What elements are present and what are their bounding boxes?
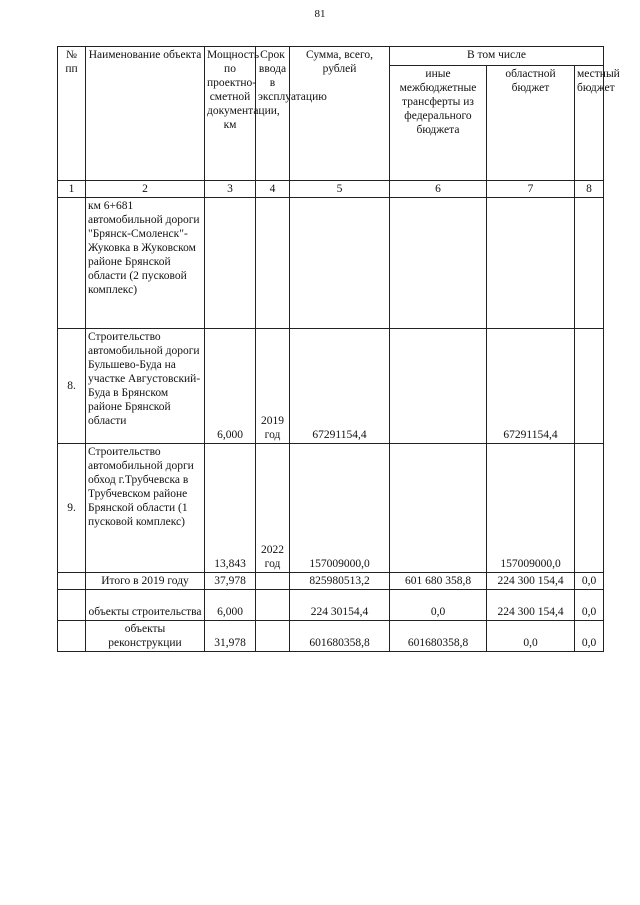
column-number: 4 <box>256 181 290 198</box>
header-name: Наименование объекта <box>86 47 205 181</box>
table-row <box>58 444 604 573</box>
row-number: 8. <box>58 329 86 444</box>
total-cell: 157009000,0 <box>290 444 390 573</box>
capacity-cell <box>205 198 256 329</box>
header-local: местный бюджет <box>575 66 604 181</box>
column-number: 8 <box>575 181 604 198</box>
subtotal-row <box>58 590 604 621</box>
federal-cell <box>390 198 487 329</box>
local-cell <box>575 198 604 329</box>
subtotal-label: объекты строительства <box>86 590 205 621</box>
regional-cell: 157009000,0 <box>487 444 575 573</box>
local-cell: 0,0 <box>575 621 604 652</box>
header-including: В том числе <box>390 47 604 66</box>
term-cell: 2022 год <box>256 444 290 573</box>
total-cell <box>290 198 390 329</box>
budget-table <box>57 46 620 652</box>
local-cell <box>575 444 604 573</box>
term-cell <box>256 198 290 329</box>
subtotal-label: объекты реконструкции <box>86 621 205 652</box>
table-row <box>58 198 604 329</box>
object-name: км 6+681 автомобильной дороги "Брянск-Смоленск"-Жуковка в Жуковском районе Брянской области (2 пусковой комплекс) <box>86 198 205 329</box>
capacity-cell: 6,000 <box>205 329 256 444</box>
total-row <box>58 573 604 590</box>
local-cell: 0,0 <box>575 573 604 590</box>
header-regional: областной бюджет <box>487 66 575 181</box>
capacity-cell: 13,843 <box>205 444 256 573</box>
total-cell: 601680358,8 <box>290 621 390 652</box>
column-number: 7 <box>487 181 575 198</box>
capacity-cell: 31,978 <box>205 621 256 652</box>
table-row <box>58 329 604 444</box>
regional-cell: 224 300 154,4 <box>487 590 575 621</box>
local-cell: 0,0 <box>575 590 604 621</box>
total-cell: 224 30154,4 <box>290 590 390 621</box>
header-row-1 <box>58 47 604 66</box>
federal-cell: 601 680 358,8 <box>390 573 487 590</box>
header-no: № пп <box>58 47 86 181</box>
federal-cell <box>390 444 487 573</box>
total-label: Итого в 2019 году <box>86 573 205 590</box>
federal-cell: 0,0 <box>390 590 487 621</box>
column-number: 1 <box>58 181 86 198</box>
row-number: 9. <box>58 444 86 573</box>
header-term: Срок ввода в эксплуатацию <box>256 47 290 181</box>
object-name: Строительство автомобильной дорги обход г.Трубчевска в Трубчевском районе Брянской области (1 пусковой комплекс) <box>86 444 205 573</box>
regional-cell <box>487 198 575 329</box>
header-federal: иные межбюджетные трансферты из федерального бюджета <box>390 66 487 181</box>
federal-cell <box>390 329 487 444</box>
subtotal-row <box>58 621 604 652</box>
capacity-cell: 37,978 <box>205 573 256 590</box>
local-cell <box>575 329 604 444</box>
column-number: 3 <box>205 181 256 198</box>
header-total: Сумма, всего, рублей <box>290 47 390 181</box>
term-cell: 2019 год <box>256 329 290 444</box>
row-number <box>58 198 86 329</box>
federal-cell: 601680358,8 <box>390 621 487 652</box>
total-cell: 67291154,4 <box>290 329 390 444</box>
regional-cell: 0,0 <box>487 621 575 652</box>
total-cell: 825980513,2 <box>290 573 390 590</box>
column-number: 2 <box>86 181 205 198</box>
column-number: 5 <box>290 181 390 198</box>
page-number: 81 <box>314 8 326 20</box>
regional-cell: 224 300 154,4 <box>487 573 575 590</box>
column-number: 6 <box>390 181 487 198</box>
regional-cell: 67291154,4 <box>487 329 575 444</box>
header-capacity: Мощность по проектно-сметной документации, км <box>205 47 256 181</box>
column-numbers-row <box>58 181 604 198</box>
capacity-cell: 6,000 <box>205 590 256 621</box>
object-name: Строительство автомобильной дороги Бульшево-Буда на участке Августовский-Буда в Брянском районе Брянской области <box>86 329 205 444</box>
